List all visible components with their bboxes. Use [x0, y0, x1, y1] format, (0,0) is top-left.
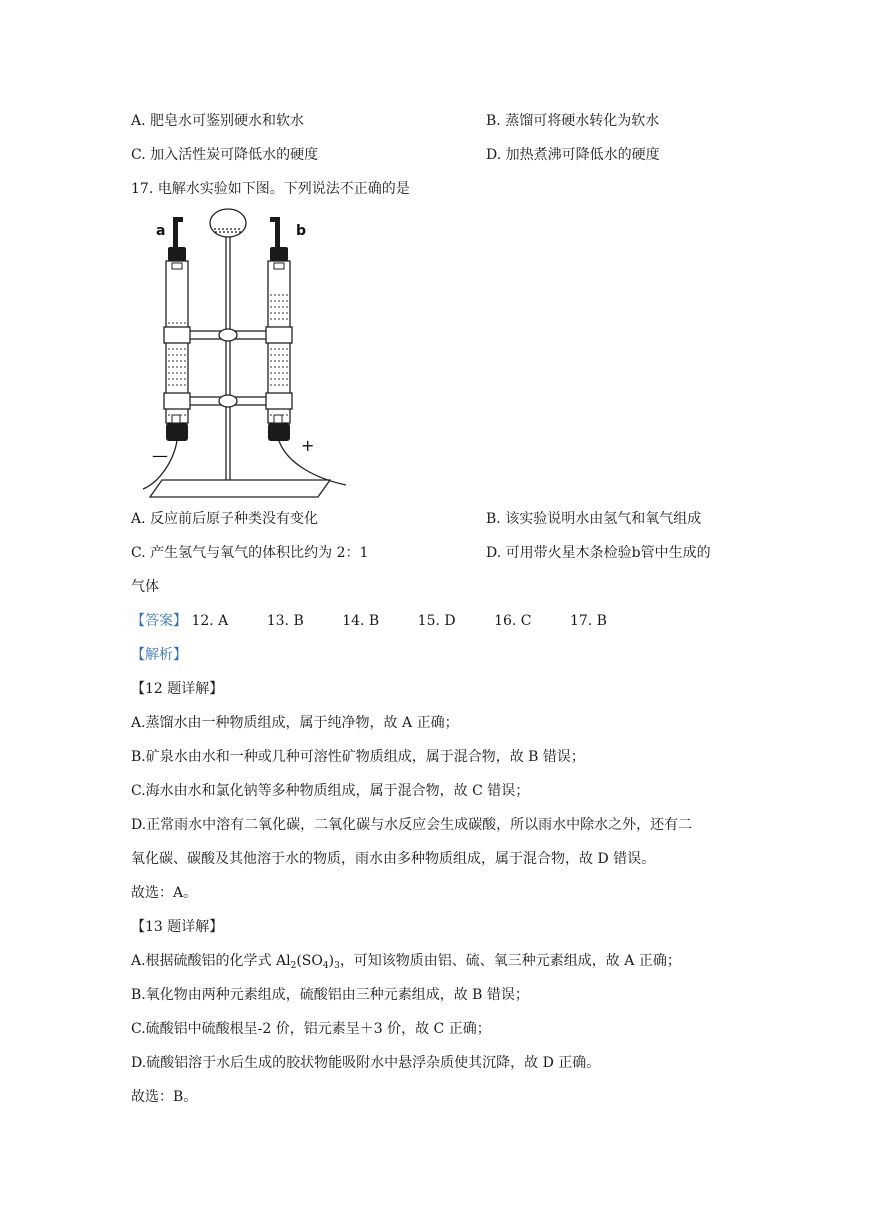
answer-item: 14. B — [342, 613, 380, 629]
formula-subscript: 2 — [290, 961, 297, 971]
answer-tag: 【答案】 — [131, 613, 187, 629]
answer-item: 15. D — [417, 613, 456, 629]
q17-option-a: A. 反应前后原子种类没有变化 — [131, 511, 319, 527]
tube-label-a: a — [156, 223, 166, 239]
q12-detail-d-line1: D.正常雨水中溶有二氧化碳，二氧化碳与水反应会生成碳酸，所以雨水中除水之外，还有二 — [131, 817, 693, 833]
q12-detail-header: 【12 题详解】 — [131, 681, 224, 697]
electrolysis-apparatus-figure — [128, 203, 353, 503]
q12-detail-d-line2: 氧化碳、碳酸及其他溶于水的物质，雨水由多种物质组成，属于混合物，故 D 错误。 — [131, 851, 656, 867]
analysis-tag: 【解析】 — [131, 647, 187, 663]
q13-detail-b: B.氧化物由两种元素组成，硫酸铝由三种元素组成，故 B 错误； — [131, 987, 529, 1003]
q13-detail-c: C.硫酸铝中硫酸根呈-2 价，铝元素呈＋3 价，故 C 正确； — [131, 1021, 491, 1037]
negative-terminal-label: — — [152, 446, 168, 465]
answer-row — [131, 611, 641, 631]
q17-stem: 17. 电解水实验如下图。下列说法不正确的是 — [131, 181, 410, 197]
q16-option-b: B. 蒸馏可将硬水转化为软水 — [486, 113, 660, 129]
q16-option-c: C. 加入活性炭可降低水的硬度 — [131, 147, 319, 163]
answer-item: 12. A — [191, 613, 229, 629]
q16-option-a: A. 肥皂水可鉴别硬水和软水 — [131, 113, 305, 129]
q13-choice: 故选：B。 — [131, 1089, 198, 1105]
q17-option-b: B. 该实验说明水由氢气和氧气组成 — [486, 511, 702, 527]
formula-part: (SO — [296, 953, 323, 969]
formula-part: ) — [328, 953, 335, 969]
q13-detail-d: D.硫酸铝溶于水后生成的胶状物能吸附水中悬浮杂质使其沉降，故 D 正确。 — [131, 1055, 601, 1071]
q13-detail-header: 【13 题详解】 — [131, 919, 224, 935]
formula-subscript: 3 — [334, 961, 340, 971]
q12-choice: 故选：A。 — [131, 885, 198, 901]
q16-option-d: D. 加热煮沸可降低水的硬度 — [486, 147, 660, 163]
q12-detail-a: A.蒸馏水由一种物质组成，属于纯净物，故 A 正确； — [131, 715, 459, 731]
q12-detail-b: B.矿泉水由水和一种或几种可溶性矿物质组成，属于混合物，故 B 错误； — [131, 749, 585, 765]
tube-label-b: b — [296, 223, 307, 239]
positive-terminal-label: + — [301, 436, 315, 455]
q17-option-d: D. 可用带火星木条检验b管中生成的 — [486, 545, 711, 561]
formula-subscript: 4 — [322, 961, 329, 971]
answer-item: 17. B — [569, 613, 607, 629]
q17-option-d-continued: 气体 — [131, 579, 159, 595]
q13-detail-a — [131, 951, 681, 976]
q12-detail-c: C.海水由水和氯化钠等多种物质组成，属于混合物，故 C 错误； — [131, 783, 530, 799]
answer-item: 16. C — [494, 613, 532, 629]
q17-option-c: C. 产生氢气与氧气的体积比约为 2：1 — [131, 545, 369, 561]
q13-detail-a-prefix: A.根据硫酸铝的化学式 Al — [131, 953, 291, 969]
q13-detail-a-suffix: ，可知该物质由铝、硫、氧三种元素组成，故 A 正确； — [339, 953, 681, 969]
answer-item: 13. B — [266, 613, 304, 629]
